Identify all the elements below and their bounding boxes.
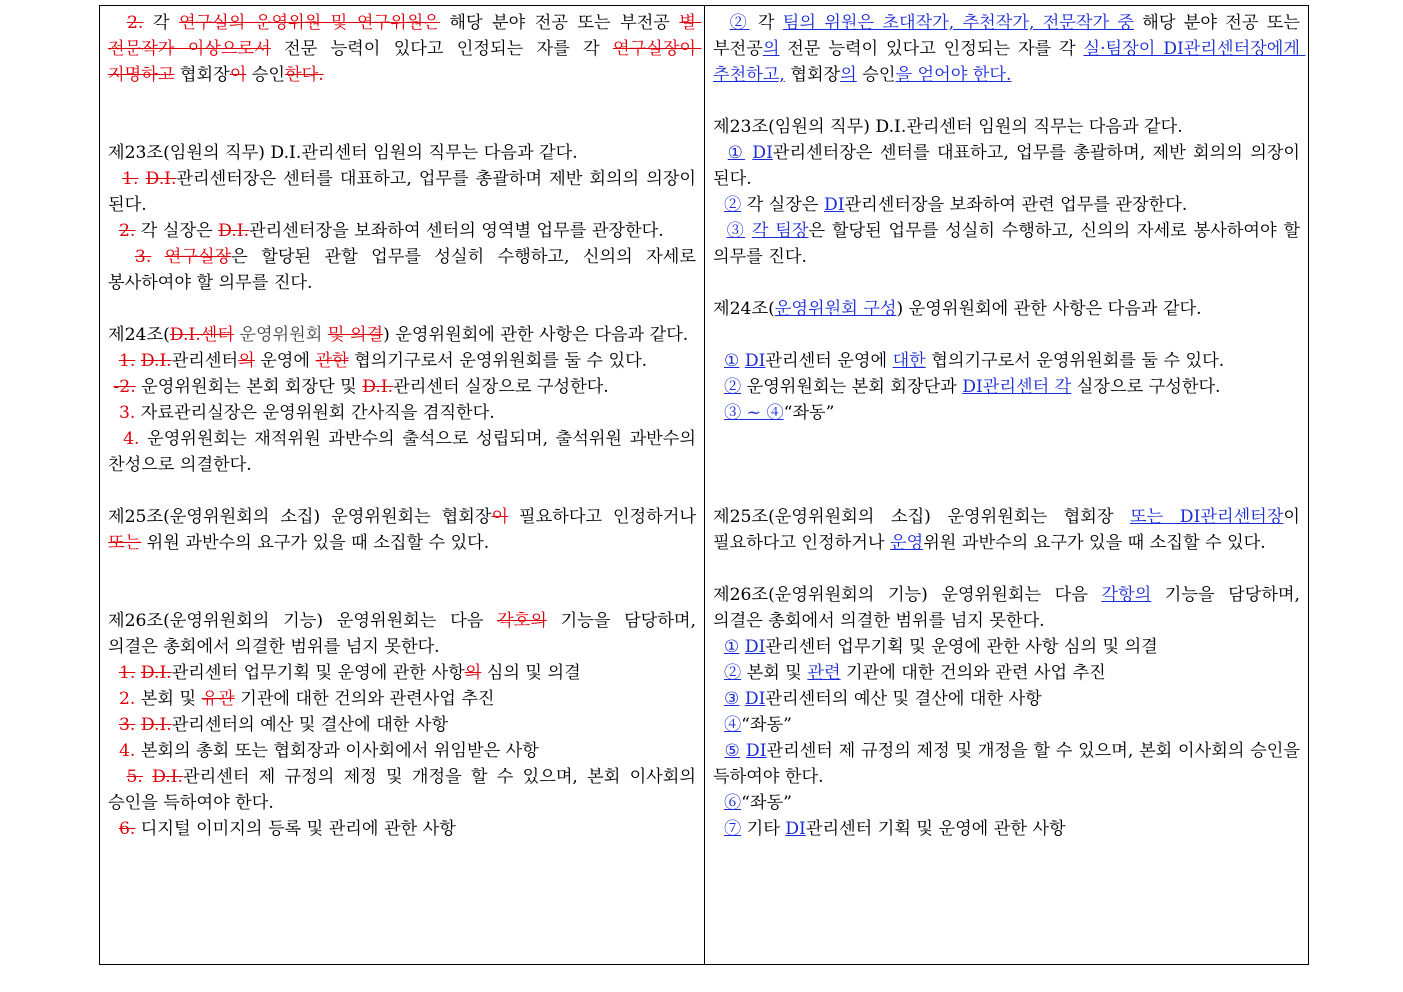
clause-text: 심의 및 의결 xyxy=(481,663,581,683)
deleted-text: 이 xyxy=(491,507,509,527)
clause-paragraph xyxy=(108,764,702,816)
clause-paragraph xyxy=(108,166,702,218)
clause-text xyxy=(108,715,119,735)
clause-text: 운영위원회는 재적위원 과반수의 출석으로 성립되며, 출석위원 과반수의 찬성으로 의결한다. xyxy=(108,429,702,475)
clause-paragraph xyxy=(108,816,696,842)
clause-text xyxy=(713,403,724,423)
clause-text: 관리센터 업무기획 및 운영에 관한 사항 xyxy=(171,663,465,683)
clause-paragraph xyxy=(108,322,696,348)
inserted-text: ③ xyxy=(726,221,746,241)
inserted-text: DI xyxy=(745,741,767,761)
inserted-text: ⑥ xyxy=(723,793,742,813)
clause-paragraph xyxy=(713,790,1300,816)
clause-text: 각 xyxy=(749,13,783,33)
clause-text xyxy=(713,715,724,735)
clause-paragraph xyxy=(713,192,1300,218)
clause-paragraph xyxy=(713,712,1300,738)
clause-text: 은 할당된 업무를 성실히 수행하고, 신의의 자세로 봉사하여야 할 의무를 진다. xyxy=(713,221,1306,267)
inserted-text: 운영위원회 구성 xyxy=(774,299,897,319)
clause-text: 기능을 담당하며, 의결은 총회에서 의결한 범위를 넘지 못한다. xyxy=(108,611,702,657)
clause-text: 관리센터장을 보좌하여 관련 업무를 관장한다. xyxy=(844,195,1188,215)
clause-paragraph xyxy=(713,218,1306,270)
inserted-text: DI xyxy=(744,637,766,657)
clause-text xyxy=(713,819,724,839)
inserted-text: 실·팀장이 DI관리센터장에게 추천하고, xyxy=(713,39,1306,85)
marked-text: 3. xyxy=(118,403,136,423)
clause-text: 관리센터의 예산 및 결산에 대한 사항 xyxy=(765,689,1042,709)
clause-text xyxy=(713,195,724,215)
paragraph-spacer xyxy=(713,88,1300,114)
clause-paragraph xyxy=(713,296,1300,322)
clause-text: 제26조(운영위원회의 기능) 운영위원회는 다음 xyxy=(108,611,498,631)
clause-text: 관리센터 운영에 xyxy=(765,351,893,371)
clause-text: 해당 분야 전공 또는 부전공 xyxy=(439,13,680,33)
clause-text: 위원 과반수의 요구가 있을 때 소집할 수 있다. xyxy=(141,533,490,553)
clause-paragraph xyxy=(108,608,702,660)
clause-paragraph xyxy=(713,660,1300,686)
clause-paragraph xyxy=(713,634,1300,660)
deleted-text: D.I.센터 xyxy=(169,325,234,345)
paragraph-spacer xyxy=(713,270,1300,296)
clause-paragraph xyxy=(108,400,696,426)
clause-paragraph xyxy=(108,686,696,712)
clause-text xyxy=(713,13,730,33)
clause-text xyxy=(745,221,752,241)
clause-paragraph xyxy=(108,218,696,244)
deleted-text: 의 xyxy=(464,663,482,683)
inserted-text: 운영 xyxy=(889,533,924,553)
clause-text xyxy=(713,793,724,813)
inserted-text: 을 얻어야 한다. xyxy=(895,65,1012,85)
inserted-text: ② xyxy=(723,663,742,683)
clause-text: 실장으로 구성한다. xyxy=(1071,377,1221,397)
clause-text: 각 실장은 xyxy=(135,221,219,241)
deleted-text: 및 의결 xyxy=(327,325,384,345)
clause-text: 승인 xyxy=(856,65,896,85)
clause-text xyxy=(713,377,724,397)
clause-text xyxy=(108,351,119,371)
clause-text: 본회 및 xyxy=(741,663,808,683)
deleted-text: D.I. xyxy=(152,767,184,787)
deleted-text: D.I. xyxy=(218,221,250,241)
inserted-text: 관련 xyxy=(807,663,841,683)
deleted-text: -2. xyxy=(113,377,136,397)
inserted-text: DI xyxy=(752,143,773,163)
deleted-text: 각호의 xyxy=(497,611,547,631)
paragraph-spacer xyxy=(713,322,1300,348)
clause-paragraph xyxy=(713,140,1306,192)
marked-text: 4. xyxy=(118,741,136,761)
clause-text: 제23조(임원의 직무) D.I.관리센터 임원의 직무는 다음과 같다. xyxy=(108,143,578,163)
clause-text: 운영에 xyxy=(254,351,316,371)
clause-text: 제25조(운영위원회의 소집) 운영위원회는 협회장 xyxy=(108,507,492,527)
clause-paragraph xyxy=(713,374,1300,400)
clause-text xyxy=(713,351,724,371)
clause-paragraph xyxy=(713,738,1306,790)
inserted-text: 팀의 위원은 초대작가, 추천작가, 전문작가 중 xyxy=(782,13,1135,33)
paragraph-spacer xyxy=(713,478,1300,504)
inserted-text: ② xyxy=(729,13,750,33)
clause-text: 은 할당된 관할 업무를 성실히 수행하고, 신의의 자세로 봉사하여야 할 의무를 진다. xyxy=(108,247,702,293)
clause-text: 관리센터 업무기획 및 운영에 관한 사항 심의 및 의결 xyxy=(765,637,1158,657)
inserted-text: 각항의 xyxy=(1101,585,1152,605)
clause-text: “좌동” xyxy=(741,793,792,813)
clause-paragraph xyxy=(108,244,702,296)
clause-text: 디지털 이미지의 등록 및 관리에 관한 사항 xyxy=(135,819,456,839)
inserted-text: ③ xyxy=(723,689,740,709)
clause-text: 이 필요하다고 인정하거나 xyxy=(713,507,1306,553)
clause-text xyxy=(108,741,119,761)
clause-text: 협의기구로서 운영위원회를 둘 수 있다. xyxy=(348,351,648,371)
clause-text xyxy=(108,429,123,449)
clause-paragraph xyxy=(108,504,702,556)
clause-paragraph xyxy=(713,816,1300,842)
clause-text: 운영위원회는 본회 회장단 및 xyxy=(135,377,363,397)
clause-text: 협의기구로서 운영위원회를 둘 수 있다. xyxy=(925,351,1225,371)
inserted-text: ① xyxy=(723,351,740,371)
clause-paragraph xyxy=(108,660,696,686)
clause-paragraph xyxy=(713,400,1300,426)
clause-text: 협회장 xyxy=(174,65,230,85)
clause-text xyxy=(108,689,119,709)
clause-text: 본회의 총회 또는 협회장과 이사회에서 위임받은 사항 xyxy=(135,741,539,761)
paragraph-spacer xyxy=(108,88,696,140)
clause-text xyxy=(108,663,119,683)
clause-text xyxy=(713,663,724,683)
paragraph-spacer xyxy=(108,556,696,608)
clause-text: 기관에 대한 건의와 관련사업 추진 xyxy=(234,689,495,709)
inserted-text: 의 xyxy=(840,65,857,85)
deleted-text: D.I. xyxy=(362,377,394,397)
clause-text: 관리센터장은 센터를 대표하고, 업무를 총괄하며, 제반 회의의 의장이 된다. xyxy=(713,143,1306,189)
revised-rules-column xyxy=(705,6,1308,964)
clause-text: 각 xyxy=(143,13,179,33)
deleted-text: 3. xyxy=(118,715,136,735)
clause-paragraph xyxy=(108,712,696,738)
comparison-table xyxy=(99,5,1309,965)
current-rules-column xyxy=(100,6,705,964)
clause-text: 제25조(운영위원회의 소집) 운영위원회는 협회장 xyxy=(713,507,1131,527)
inserted-text: DI xyxy=(785,819,806,839)
clause-text: 위원 과반수의 요구가 있을 때 소집할 수 있다. xyxy=(923,533,1266,553)
inserted-text: DI xyxy=(744,351,766,371)
inserted-text: ① xyxy=(727,143,745,163)
clause-text xyxy=(138,169,145,189)
clause-paragraph xyxy=(713,504,1306,556)
clause-text xyxy=(143,767,152,787)
deleted-text: 이 xyxy=(229,65,247,85)
inserted-text: ④ xyxy=(723,715,742,735)
clause-text: 전문 능력이 있다고 인정되는 자를 각 xyxy=(779,39,1084,59)
clause-paragraph xyxy=(713,686,1300,712)
clause-paragraph xyxy=(713,10,1306,88)
deleted-text: 1. xyxy=(122,169,139,189)
clause-text xyxy=(151,247,164,267)
clause-text: 기능을 담당하며, 의결은 총회에서 의결한 범위를 넘지 못한다. xyxy=(713,585,1306,631)
clause-text: 관리센터 xyxy=(171,351,239,371)
inserted-text: ⑤ xyxy=(724,741,741,761)
deleted-text: 연구실의 운영위원 및 연구위원은 xyxy=(178,13,440,33)
clause-text: 관리센터 제 규정의 제정 및 개정을 할 수 있으며, 본회 이사회의 승인을 득하여야 한다. xyxy=(713,741,1306,787)
clause-text xyxy=(108,247,135,267)
clause-text xyxy=(713,143,728,163)
deleted-text: 2. xyxy=(126,13,144,33)
clause-text: 관리센터 제 규정의 제정 및 개정을 할 수 있으며, 본회 이사회의 승인을 득하여야 한다. xyxy=(108,767,702,813)
clause-text: 관리센터 실장으로 구성한다. xyxy=(393,377,609,397)
clause-text xyxy=(108,403,119,423)
clause-paragraph xyxy=(108,10,702,88)
clause-text: 자료관리실장은 운영위원회 간사직을 겸직한다. xyxy=(135,403,495,423)
clause-text: 해당 분야 전공 또는 부전공 xyxy=(713,13,1306,59)
clause-text: 관리센터의 예산 및 결산에 대한 사항 xyxy=(171,715,449,735)
clause-text: 관리센터장은 센터를 대표하고, 업무를 총괄하며 제반 회의의 의장이 된다. xyxy=(108,169,702,215)
deleted-text: 3. xyxy=(134,247,152,267)
clause-text xyxy=(713,689,724,709)
deleted-text: 관한 xyxy=(315,351,349,371)
inserted-text: ③ ~ ④ xyxy=(723,403,784,423)
clause-paragraph xyxy=(108,140,696,166)
paragraph-spacer xyxy=(713,556,1300,582)
clause-text: 협회장 xyxy=(784,65,841,85)
clause-text: “좌동” xyxy=(783,403,835,423)
deleted-text: 유관 xyxy=(201,689,235,709)
clause-text xyxy=(108,221,119,241)
clause-text xyxy=(713,221,727,241)
inserted-text: DI관리센터 각 xyxy=(962,377,1072,397)
deleted-text: D.I. xyxy=(145,169,177,189)
clause-text: 관리센터장을 보좌하여 센터의 영역별 업무를 관장한다. xyxy=(249,221,664,241)
marked-text: 4. xyxy=(123,429,140,449)
deleted-text: D.I. xyxy=(140,351,172,371)
deleted-text: 2. xyxy=(118,221,136,241)
clause-text: 제24조( xyxy=(713,299,775,319)
inserted-text: ① xyxy=(723,637,740,657)
deleted-text: 또는 xyxy=(108,533,142,553)
inserted-text: ② xyxy=(723,195,742,215)
clause-text xyxy=(108,819,119,839)
clause-text: 제23조(임원의 직무) D.I.관리센터 임원의 직무는 다음과 같다. xyxy=(713,117,1183,137)
clause-text: 기관에 대한 건의와 관련 사업 추진 xyxy=(840,663,1106,683)
deleted-text: 1. xyxy=(118,663,136,683)
deleted-text: D.I. xyxy=(140,715,172,735)
clause-text: 본회 및 xyxy=(135,689,202,709)
deleted-text: 5. xyxy=(126,767,143,787)
clause-text: 전문 능력이 있다고 인정되는 자를 각 xyxy=(270,39,613,59)
clause-text: 각 실장은 xyxy=(741,195,824,215)
clause-text: 관리센터 기획 및 운영에 관한 사항 xyxy=(805,819,1066,839)
inserted-text: 또는 DI관리센터장 xyxy=(1130,507,1284,527)
clause-paragraph xyxy=(713,114,1300,140)
clause-text: 승인 xyxy=(246,65,285,85)
clause-text xyxy=(713,637,724,657)
clause-paragraph xyxy=(108,738,696,764)
marked-text: 2. xyxy=(118,689,136,709)
clause-text xyxy=(713,741,724,761)
inserted-text: DI xyxy=(744,689,766,709)
clause-paragraph xyxy=(713,582,1306,634)
deleted-text: 연구실장 xyxy=(164,247,232,267)
clause-text: 제24조( xyxy=(108,325,170,345)
deleted-text: 연구실장이 지명하고 xyxy=(108,39,702,85)
clause-paragraph xyxy=(108,426,702,478)
clause-paragraph xyxy=(108,374,696,400)
clause-paragraph xyxy=(713,348,1300,374)
clause-text: ) 운영위원회에 관한 사항은 다음과 같다. xyxy=(896,299,1202,319)
clause-text: 제26조(운영위원회의 기능) 운영위원회는 다음 xyxy=(713,585,1102,605)
inserted-text: ② xyxy=(723,377,742,397)
deleted-text: 별 전문작가 이상으로서 xyxy=(108,13,702,59)
deleted-text: D.I. xyxy=(140,663,172,683)
deleted-text: 의 xyxy=(238,351,255,371)
clause-text: “좌동” xyxy=(741,715,792,735)
clause-text: 운영위원회 xyxy=(233,325,328,345)
clause-text: 필요하다고 인정하거나 xyxy=(508,507,702,527)
paragraph-spacer xyxy=(108,296,696,322)
inserted-text: 대한 xyxy=(892,351,926,371)
clause-text xyxy=(108,13,127,33)
clause-text: ) 운영위원회에 관한 사항은 다음과 같다. xyxy=(383,325,689,345)
deleted-text: 1. xyxy=(118,351,136,371)
clause-text: 기타 xyxy=(741,819,786,839)
inserted-text: ⑦ xyxy=(723,819,742,839)
clause-text xyxy=(108,169,122,189)
paragraph-spacer xyxy=(108,478,696,504)
clause-text: 운영위원회는 본회 회장단과 xyxy=(741,377,963,397)
clause-paragraph xyxy=(108,348,696,374)
clause-text xyxy=(108,767,126,787)
inserted-text: DI xyxy=(823,195,845,215)
inserted-text: 각 팀장 xyxy=(751,221,809,241)
paragraph-spacer xyxy=(713,426,1300,478)
deleted-text: 한다. xyxy=(284,65,324,85)
inserted-text: 의 xyxy=(762,39,780,59)
deleted-text: 6. xyxy=(118,819,136,839)
